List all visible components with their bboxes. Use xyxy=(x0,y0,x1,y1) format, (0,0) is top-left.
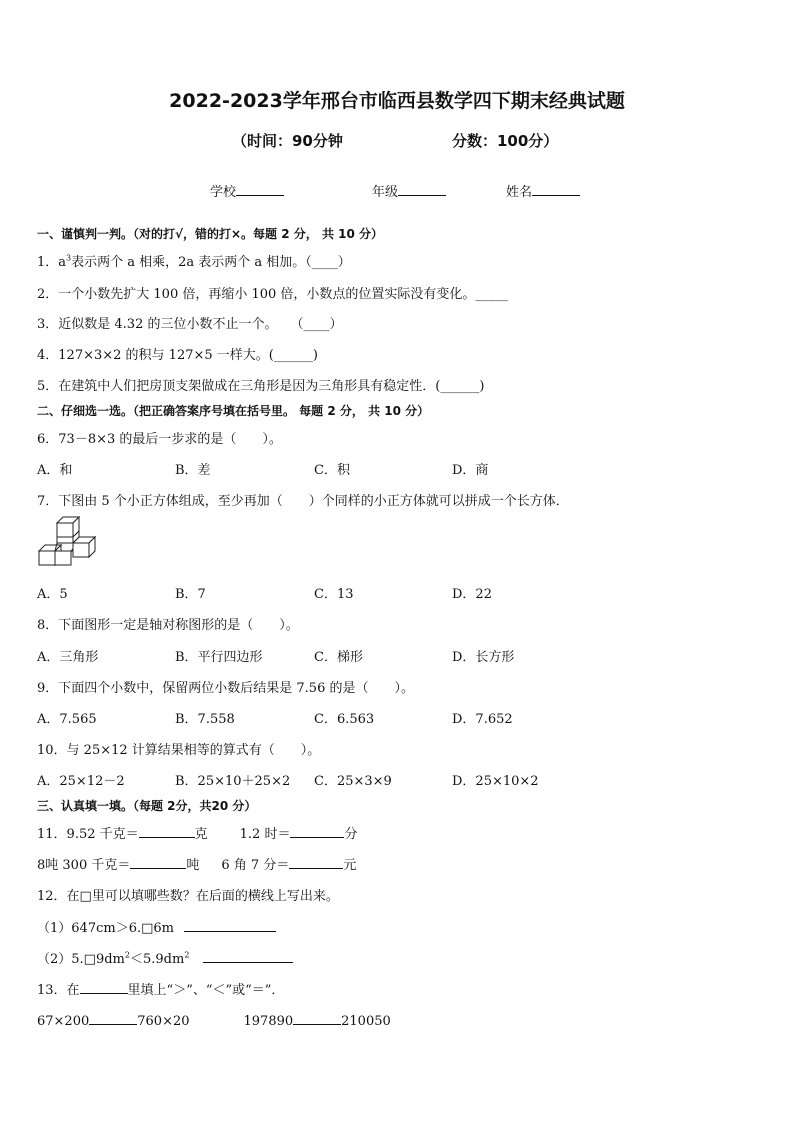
q12-blank[interactable] xyxy=(184,918,276,932)
q7-option-a[interactable]: A．5 xyxy=(37,587,68,602)
q13-blank[interactable] xyxy=(89,1011,137,1025)
question-11-row-1 xyxy=(37,823,357,842)
question-10: 10．与 25×12 计算结果相等的算式有（ ）。 xyxy=(37,743,321,758)
q1-part: 表示两个 a 相乘，2a 表示两个 a 相加。（____） xyxy=(71,255,351,270)
question-11-row-2 xyxy=(37,854,356,873)
question-12-part-1 xyxy=(37,917,276,936)
q13-blank[interactable] xyxy=(293,1011,341,1025)
q11-text: 8吨 300 千克＝ xyxy=(37,858,131,873)
school-field xyxy=(210,181,284,200)
q9-option-c[interactable]: C．6.563 xyxy=(314,712,375,727)
q11-text: 分 xyxy=(344,827,358,842)
question-3: 3．近似数是 4.32 的三位小数不止一个。 （____） xyxy=(37,317,343,332)
question-13 xyxy=(37,979,284,998)
time-label: （时间：90分钟 xyxy=(232,132,343,150)
q8-option-a[interactable]: A．三角形 xyxy=(37,650,99,665)
question-7: 7．下图由 5 个小正方体组成，至少再加（ ）个同样的小正方体就可以拼成一个长方体． xyxy=(37,494,569,509)
q11-text: 克 xyxy=(194,827,208,842)
cube-figure xyxy=(37,515,101,567)
q13-text: 13．在 xyxy=(37,983,80,998)
q11-text: 1.2 时＝ xyxy=(239,827,291,842)
school-blank[interactable] xyxy=(236,183,284,196)
q6-option-d[interactable]: D．商 xyxy=(452,463,489,478)
q12-superscript: 2 xyxy=(184,950,190,960)
grade-blank[interactable] xyxy=(398,183,446,196)
q11-text: 元 xyxy=(343,858,357,873)
page-title: 2022-2023学年邢台市临西县数学四下期末经典试题 xyxy=(169,90,625,112)
q8-option-b[interactable]: B．平行四边形 xyxy=(175,650,263,665)
question-8: 8．下面图形一定是轴对称图形的是（ ）。 xyxy=(37,618,299,633)
q10-option-d[interactable]: D．25×10×2 xyxy=(452,774,539,789)
question-2: 2．一个小数先扩大 100 倍，再缩小 100 倍，小数点的位置实际没有变化。_____ xyxy=(37,287,508,302)
name-label: 姓名 xyxy=(506,185,533,200)
q13-expr: 210050 xyxy=(341,1014,391,1029)
q12-text: （1）647cm＞6.□6m xyxy=(37,921,174,936)
q12-text: （2）5.□9dm xyxy=(37,952,125,967)
q13-expr: 67×200 xyxy=(37,1014,90,1029)
q10-option-c[interactable]: C．25×3×9 xyxy=(314,774,392,789)
q13-expr: 760×20 xyxy=(137,1014,190,1029)
question-6: 6．73－8×3 的最后一步求的是（ ）。 xyxy=(37,432,282,447)
q9-option-b[interactable]: B．7.558 xyxy=(175,712,235,727)
name-blank[interactable] xyxy=(532,183,580,196)
grade-label: 年级 xyxy=(372,185,399,200)
q11-blank[interactable] xyxy=(139,824,195,838)
q7-option-d[interactable]: D．22 xyxy=(452,587,492,602)
question-12-part-2 xyxy=(37,948,293,967)
grade-field xyxy=(372,181,446,200)
q11-text: 6 角 7 分＝ xyxy=(221,858,290,873)
q11-text: 吨 xyxy=(186,858,200,873)
q13-expr: 197890 xyxy=(243,1014,294,1029)
question-12: 12．在□里可以填哪些数？在后面的横线上写出来。 xyxy=(37,889,339,904)
q11-blank[interactable] xyxy=(130,855,186,869)
q6-option-b[interactable]: B．差 xyxy=(175,463,211,478)
question-5: 5．在建筑中人们把房顶支架做成在三角形是因为三角形具有稳定性．(______) xyxy=(37,379,485,394)
question-1 xyxy=(37,251,351,270)
question-4: 4．127×3×2 的积与 127×5 一样大。(______) xyxy=(37,348,318,363)
question-9: 9．下面四个小数中，保留两位小数后结果是 7.56 的是（ ）。 xyxy=(37,681,414,696)
q7-option-c[interactable]: C．13 xyxy=(314,587,354,602)
q12-blank[interactable] xyxy=(203,949,293,963)
q6-option-c[interactable]: C．积 xyxy=(314,463,350,478)
q1-part: 1．a xyxy=(37,255,67,270)
q12-superscript: 2 xyxy=(124,950,130,960)
q9-option-d[interactable]: D．7.652 xyxy=(452,712,513,727)
q13-blank[interactable] xyxy=(80,980,128,994)
school-label: 学校 xyxy=(210,185,237,200)
q12-text: ＜5.9dm xyxy=(129,952,185,967)
q13-text: 里填上“＞”、“＜”或“＝”． xyxy=(127,983,285,998)
q11-blank[interactable] xyxy=(290,824,344,838)
q1-superscript: 3 xyxy=(66,253,72,263)
q8-option-c[interactable]: C．梯形 xyxy=(314,650,363,665)
q9-option-a[interactable]: A．7.565 xyxy=(37,712,97,727)
q7-option-b[interactable]: B．7 xyxy=(175,587,206,602)
name-field xyxy=(506,181,580,200)
q11-text: 11．9.52 千克＝ xyxy=(37,827,139,842)
section-2-heading: 二、仔细选一选。（把正确答案序号填在括号里。 每题 2 分， 共 10 分） xyxy=(37,404,430,418)
q11-blank[interactable] xyxy=(289,855,343,869)
q8-option-d[interactable]: D．长方形 xyxy=(452,650,515,665)
q10-option-a[interactable]: A．25×12－2 xyxy=(37,774,125,789)
question-13-compare xyxy=(37,1011,391,1029)
section-1-heading: 一、谨慎判一判。（对的打√，错的打×。每题 2 分， 共 10 分） xyxy=(37,227,383,241)
q10-option-b[interactable]: B．25×10＋25×2 xyxy=(175,774,291,789)
q6-option-a[interactable]: A．和 xyxy=(37,463,73,478)
score-label: 分数：100分） xyxy=(452,132,559,150)
section-3-heading: 三、认真填一填。（每题 2分，共20 分） xyxy=(37,799,257,813)
